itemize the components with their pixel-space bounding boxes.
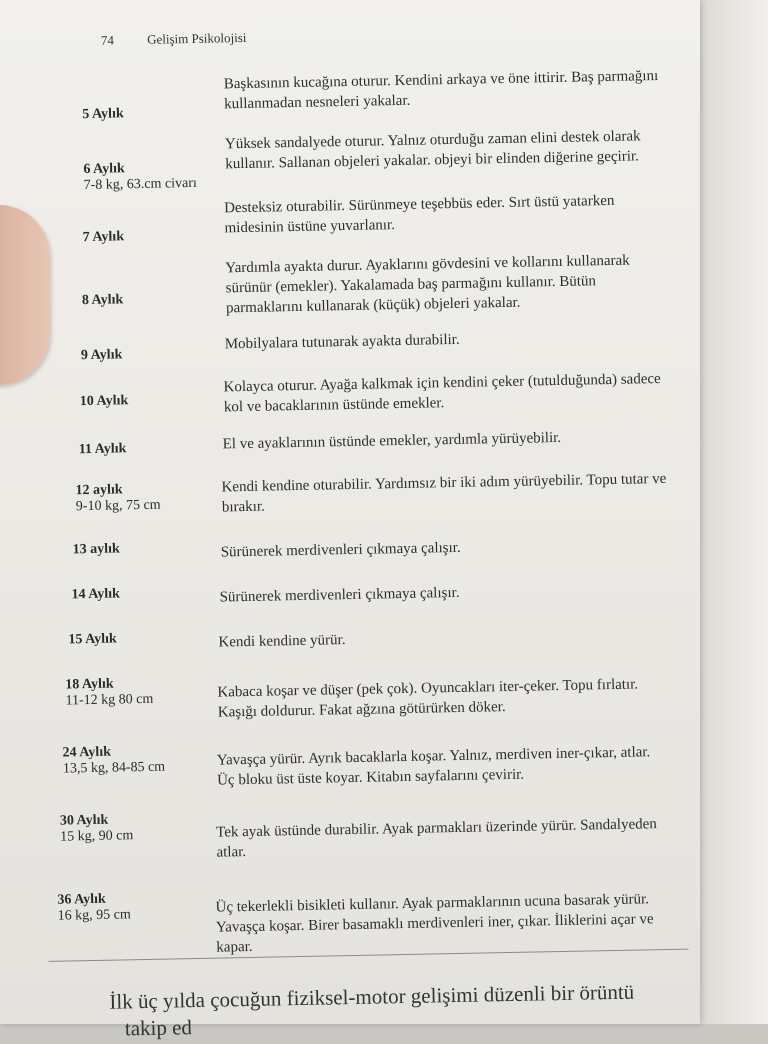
- age-text: 18 Aylık: [65, 676, 114, 693]
- weight-height: 16 kg, 95 cm: [57, 907, 131, 924]
- milestone-description: Başkasının kucağına oturur. Kendini arkaya ve öne ittirir. Baş parmağını kullanmadan nesneleri yakalar.: [223, 68, 659, 113]
- age-text: 24 Aylık: [62, 744, 112, 761]
- age-text: 14 Aylık: [71, 586, 121, 603]
- page-number: 74: [100, 32, 115, 48]
- age-text: 15 Aylık: [68, 631, 117, 648]
- age-text: 30 Aylık: [59, 812, 109, 829]
- milestone-description: Desteksiz oturabilir. Sürünmeye teşebbüs eder. Sırt üstü yatarken midesinin üstüne yuvarlanır.: [223, 192, 615, 237]
- weight-height: 15 kg, 90 cm: [60, 828, 134, 845]
- milestone-description: Sürünerek merdivenleri çıkmaya çalışır.: [220, 539, 461, 561]
- milestone-description: El ve ayaklarının üstünde emekler, yardımla yürüyebilir.: [222, 429, 562, 453]
- weight-height: 7-8 kg, 63.cm civarı: [83, 175, 197, 194]
- age-text: 13 aylık: [72, 541, 120, 558]
- weight-height: 13,5 kg, 84-85 cm: [62, 759, 166, 777]
- milestone-description: Kolayca oturur. Ayağa kalkmak için kendini çeker (tutulduğunda) sadece kol ve bacaklarının üstünde emekler.: [223, 371, 661, 416]
- milestone-description: Kabaca koşar ve düşer (pek çok). Oyuncakları iter-çeker. Topu fırlatır. Kaşığı doldurur. Fakat ağzına götürürken döker.: [217, 676, 639, 721]
- milestone-description: Yardımla ayakta durur. Ayaklarını gövdesini ve kollarını kullanarak sürünür (emekler). Yakalamada baş parmağını kullanır. Bütün parmaklarını kullanarak (küçük) objeleri yakalar.: [225, 252, 630, 317]
- thumb: [0, 205, 50, 385]
- milestone-description: Kendi kendine yürür.: [218, 632, 346, 651]
- running-title: Gelişim Psikolojisi: [146, 29, 247, 47]
- page-header: [101, 30, 247, 49]
- milestone-description: Tek ayak üstünde durabilir. Ayak parmakları üzerinde yürür. Sandalyeden atlar.: [215, 816, 657, 861]
- milestone-description: Sürünerek merdivenleri çıkmaya çalışır.: [219, 584, 460, 606]
- age-text: 7 Aylık: [82, 229, 125, 246]
- milestone-description: Yüksek sandalyede oturur. Yalnız oturduğu zaman elini destek olarak kullanır. Sallanan objeleri yakalar. objeyi bir elinden diğerine geçirir.: [224, 128, 641, 173]
- age-text: 12 aylık: [75, 482, 123, 499]
- age-text: 6 Aylık: [83, 161, 125, 178]
- milestone-description: Kendi kendine oturabilir. Yardımsız bir iki adım yürüyebilir. Topu tutar ve bırakır.: [221, 470, 667, 516]
- weight-height: 9-10 kg, 75 cm: [75, 497, 161, 515]
- age-text: 8 Aylık: [81, 292, 124, 309]
- body-text-line-2: takip ed: [124, 1015, 193, 1041]
- age-text: 10 Aylık: [79, 393, 129, 410]
- age-text: 36 Aylık: [57, 891, 106, 908]
- age-text: 9 Aylık: [80, 347, 123, 364]
- weight-height: 11-12 kg 80 cm: [65, 691, 154, 709]
- milestone-description: Yavaşça yürür. Ayrık bacaklarla koşar. Yalnız, merdiven iner-çıkar, atlar. Üç bloku üst üste koyar. Kitabın sayfalarını çevirir.: [216, 744, 651, 789]
- milestone-description: Mobilyalara tutunarak ayakta durabilir.: [224, 331, 460, 353]
- body-text-line: İlk üç yılda çocuğun fiziksel-motor gelişimi düzenli bir örüntü: [109, 979, 635, 1014]
- age-text: 5 Aylık: [82, 106, 124, 123]
- milestone-description: Üç tekerlekli bisikleti kullanır. Ayak parmaklarının ucuna basarak yürür. Yavaşça koşar. Birer basamaklı merdivenleri iner, çıkar. İliklerini açar ve kapar.: [215, 891, 654, 956]
- age-text: 11 Aylık: [78, 441, 127, 458]
